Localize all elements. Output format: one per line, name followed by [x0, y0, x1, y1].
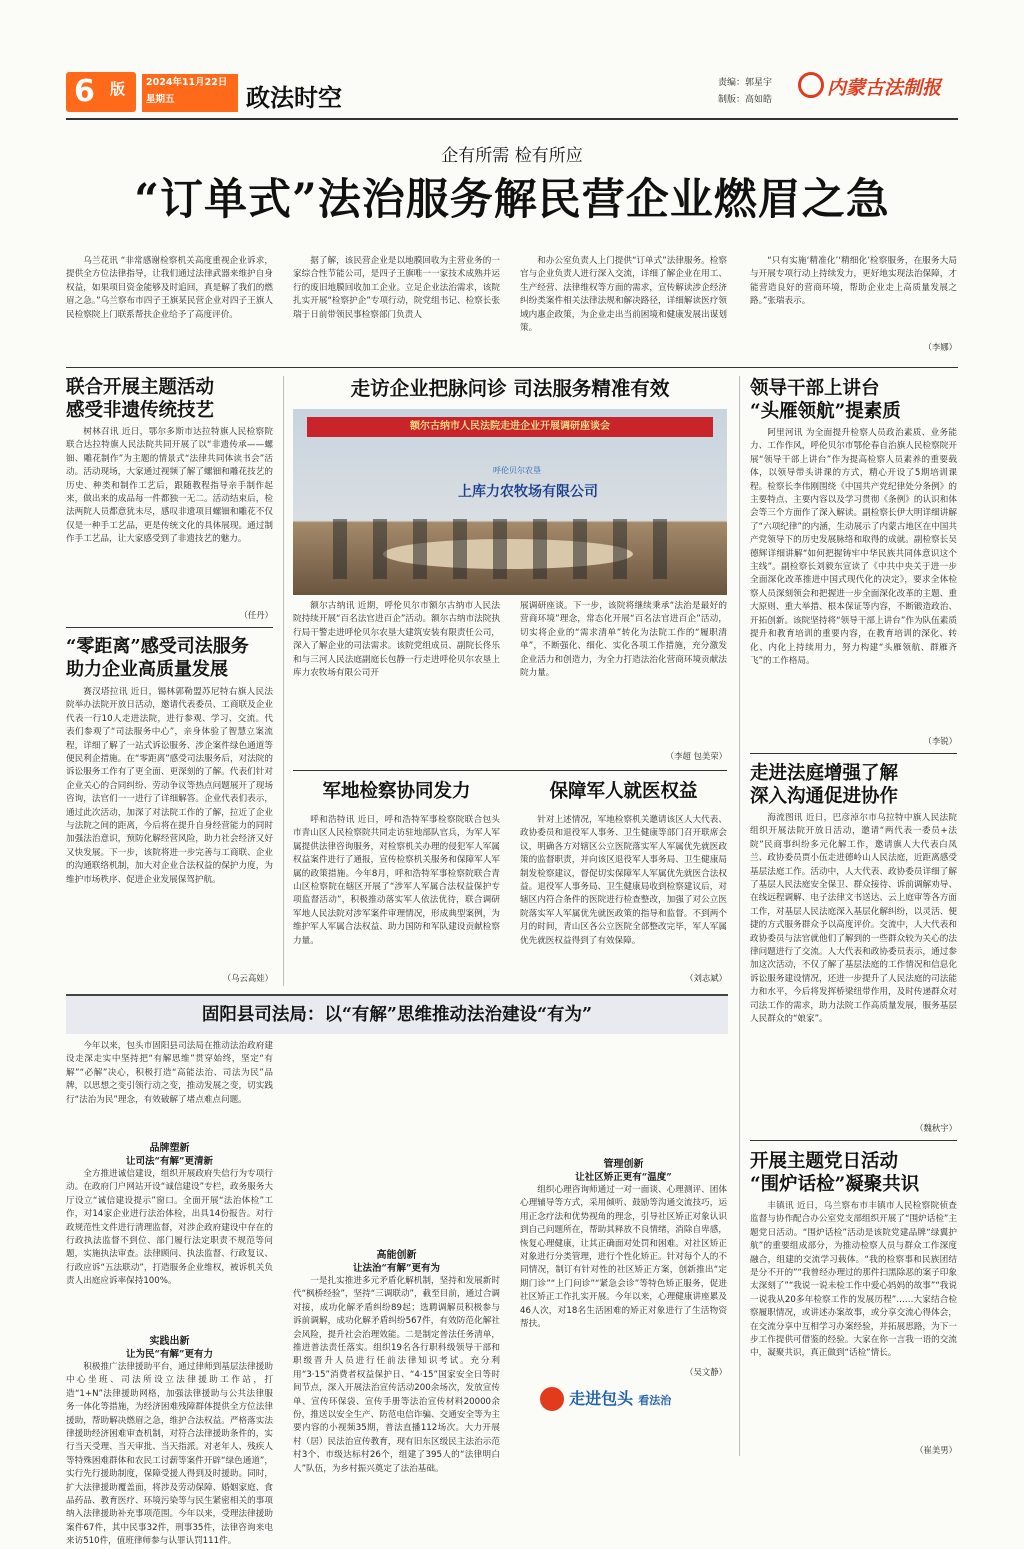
article-7-title-line-2: 深入沟通促进协作 — [750, 786, 899, 808]
article-6 — [750, 377, 957, 423]
article-6-body: 阿里河讯 为全面提升检察人员政治素质、业务能力、工作作风，呼伦贝尔市鄂伦春自治旗人民检察院开展“领导干部上讲台”作为提高检察人员素养的重要载体，以领导带头讲课的方式，精心开设了5期培训课程。检察长李伟刚围绕《中国共产党纪律处分条例》的主要特点、主要内容以及学习贯彻《条例》的认识和体会等三个方面作了深入解读。副检察长伊大明详细讲解了“六项纪律”的内涵，生动展示了内蒙古地区在中国共产党领导下的历史发展脉络和取得的成就。副检察长吴德辉详细讲解“如何把握铸牢中华民族共同体意识这个主线”。副检察长刘毅东宣读了《中共中央关于进一步全面深化改革推进中国式现代化的决定》，要求全体检察人员深刻领会和把握进一步全面深化改革的主题、重大原则、重大举措、根本保证等内容，不断锻造政治、开拓创新。该院坚持将“领导干部上讲台”作为队伍素质提升和教育培训的重要内容，在教育培训的深化、转化、内化上持续用力，努力构建“头雁领航、群雁齐飞”的工作格局。 — [750, 428, 957, 666]
masthead-mark-icon — [798, 72, 824, 98]
col-divider-right — [739, 376, 740, 1456]
article-1-body: 树林召讯 近日，鄂尔多斯市达拉特旗人民检察院联合达拉特旗人民法院共同开展了以“非遗传承——螺钿、雕花制作”为主题的情景式“法律共同体读书会”活动。活动现场，大家通过视频了解了螺钿和雕花技艺的历史、种类和制作工艺后，跟随教程指导亲手制作起来，做出来的成品每一件都独一无二。活动结束后，检法两院人员都意犹未尽，感叹非遗项目螺钿和雕花不仅仅是一种手工艺品，更是传统文化的具体展现。通过制作手工艺品，让大家感受到了非遗技艺的魅力。 — [66, 427, 273, 545]
article-9-title-line-2: “围炉话检”凝聚共识 — [750, 1174, 920, 1196]
article-2-title-line-1: “零距离”感受司法服务 — [66, 636, 249, 657]
photo-sign: 上库力农牧场有限公司 — [458, 484, 598, 500]
editor-credit: 责编：郭星宇 — [718, 78, 773, 88]
article-5-author: （刘志斌） — [685, 973, 727, 983]
article-8-author: （吴文静） — [685, 1367, 727, 1377]
article-8-sub-2b: 让为民“有解”更有力 — [126, 1349, 213, 1360]
article-1-title-line-1: 联合开展主题活动 — [66, 377, 215, 398]
article-6-author: （李锐） — [923, 736, 957, 746]
lead-rule — [66, 367, 958, 368]
article-3-col-2: 展调研座谈。下一步，该院将继续秉承“法治是最好的营商环境”理念，常态化开展“百名法官进百企”活动，切实将企业的“需求清单”转化为法院工作的“履职清单”，不断强化、细化、实化各项工作措施，充分激发企业活力和创造力，为全力打造法治化营商环境贡献法院力量。 — [520, 601, 727, 679]
article-7-body: 海流图讯 近日，巴彦淖尔市乌拉特中旗人民法院组织开展法院开放日活动，邀请“两代表一委员+法院”民商事纠纷多元化解工作，邀请旗人大代表白凤兰、政协委员贾小伍走进德岭山人民法庭，近距离感受基层法庭工作。活动中，人大代表、政协委员详细了解了基层人民法庭安全保卫、群众接待、诉前调解劝导、在线远程调解、电子法律文书送达、云上庭审等各方面工作，对基层人民法庭深入基层化解纠纷，以灵活、便捷的方式服务群众予以高度评价。交流中，人大代表和政协委员与法官就他们了解到的一些群众较为关心的法律问题进行了交流。人大代表和政协委员表示，通过参加这次活动，不仅了解了基层法庭的工作情况和信息化诉讼服务建设情况，还进一步提升了人民法庭的司法能力和水平，今后将发挥桥梁纽带作用，及时传递群众对司法工作的需求，助力法院工作高质量发展，服务基层人民群众的“娘家”。 — [750, 813, 957, 1025]
article-5-title: 保障军人就医权益 — [549, 781, 698, 802]
article-5-body: 针对上述情况，军地检察机关邀请该区人大代表、政协委员和退役军人事务、卫生健康等部门召开联席会议，明确各方对辖区公立医院落实军人军属优先就医政策的监督职责，并向该区退役军人事务局、卫生健康局制发检察建议，督促切实保障军人军属优先就医合法权益。退役军人事务局、卫生健康局收到检察建议后，对辖区内符合条件的医院进行检查整改，加强了对公立医院落实军人军属优先就医政策的指导和监督。不到两个月的时间，青山区各公立医院全部整改完毕，军人军属优先就医权益得到了有效保障。 — [520, 815, 727, 946]
article-2-author: （乌云高娃） — [222, 973, 273, 983]
article-7-rule — [750, 1140, 957, 1141]
article-1 — [66, 376, 273, 422]
lead-col-4: “只有实施‘精准化’‘精细化’检察服务，在服务大局与开展专项行动上持续发力，更好地实现法治保障，才能营造良好的营商环境，帮助企业走上高质量发展之路。”张瑞表示。 — [750, 256, 957, 307]
photo-people — [333, 519, 683, 579]
article-9-author: （崔美男） — [915, 1445, 957, 1455]
col-divider-left — [283, 376, 284, 986]
logo-main: 走进包头 — [569, 1389, 634, 1408]
article-2 — [66, 636, 273, 681]
designer-credit: 制版：高如皓 — [718, 95, 773, 105]
article-7-title-line-1: 走进法庭增强了解 — [750, 763, 899, 784]
article-8-p1: 全方推进诚信建设，组织开展政府失信行为专项行动。在政府门户网站开设“诚信建设”专栏，政务服务大厅设立“诚信建设提示”窗口。全面开展“法治体检”工作，对14家企业进行法治体检，出具14份报告。对行政规范性文件进行清理监督，对涉企政府建设中存在的行政执法监督不到位、部门履行法定职责不规范等问题，实施执法审查。法律顾问、执法监督、行政复议、行政应诉“五法联动”，打造服务企业维权，被诉机关负责人出庭应诉率保持100%。 — [66, 1169, 273, 1287]
photo-banner: 额尔古纳市人民法院走进企业开展调研座谈会 — [307, 417, 713, 437]
article-8-sub-4: 管理创新 — [603, 1159, 644, 1170]
page-number-block — [66, 72, 136, 112]
article-8-title-bar — [66, 994, 728, 1034]
lead-col-2: 据了解，该民营企业是以地膜回收为主营业务的一家综合性节能公司，是四子王旗唯一一家技术成熟并运行的废旧地膜回收加工企业。立足企业法治需求，该院扎实开展“检察护企”专项行动，院党组书记、检察长张瑞于日前带领民事检察部门负责人 — [293, 256, 500, 320]
masthead-logo — [798, 72, 948, 102]
article-9 — [750, 1150, 957, 1196]
page-label: 版 — [110, 80, 126, 98]
page-number: 6 — [74, 74, 95, 109]
article-8-p2-cont — [293, 1040, 500, 1240]
article-9-title-line-1: 开展主题党日活动 — [750, 1151, 899, 1172]
article-8-title: 固阳县司法局：以“有解”思维推动法治建设“有为” — [201, 1005, 593, 1025]
article-6-title-line-1: 领导干部上讲台 — [750, 378, 880, 399]
issue-date: 2024年11月22日 — [146, 77, 228, 88]
article-1-author: （任丹） — [239, 610, 273, 620]
article-1-rule — [66, 627, 273, 628]
header-rule — [66, 118, 958, 120]
article-8-p2: 积极推广法律援助平台，通过律师到基层法律援助中心坐班、司法所设立法律援助工作站，打造“1+N”法律援助网格，加强法律援助与公共法律服务一体化等措施，为经济困难残障群体提供全方位法律援助，帮助解决燃眉之急，维护合法权益。严格落实法律援助经济困难审查机制，对符合法律援助条件的，实行当天受理、当天审批、当天指派。对老年人、残疾人等特殊困难群体和农民工讨薪等案件开辟“绿色通道”，实行先行援助制度，保障受援人得到及时援助。同时，扩大法律援助覆盖面，将涉及劳动保障、婚姻家庭、食品药品、教育医疗、环境污染等与民生紧密相关的事项纳入法律援助补充事项范围。今年以来，受理法律援助案件67件，其中民事32件，刑事35件，法律咨询来电来访510件，值班律师参与认罪认罚111件。 — [66, 1362, 273, 1547]
article-6-rule — [750, 753, 957, 754]
article-8-sub-1: 品牌塑新 — [149, 1143, 190, 1154]
article-7 — [750, 762, 957, 808]
lead-col-1: 乌兰花讯 “非常感谢检察机关高度重视企业诉求，提供全方位法律指导，让我们通过法律武器来维护自身权益，如果项目资金能够及时追回，真是解了我们的燃眉之急。”乌兰察布市四子王旗某民营企业对四子王旗人民检察院上门联系帮扶企业给予了高度评价。 — [66, 256, 273, 320]
article-9-body: 丰镇讯 近日，乌兰察布市丰镇市人民检察院侦查监督与协作配合办公室党支部组织开展了“围炉话检”主题党日活动。“围炉话检”活动是该院党建品牌“绿翼护航”的重要组成部分，为推动检察人员与群众工作深度融合，组建的交流学习载体。“我的检察事和民族团结是分不开的”“我曾经办理过的那件扫黑除恶的案子印象太深刻了”“我说一说未检工作中爱心妈妈的故事”“我说一说我从20多年检察工作的发展历程”……大家结合检察履职情况，或讲述办案故事，或分享交流心得体会，在交流分享中互相学习办案经验，并拓展思路，为下一步工作提供可借鉴的经验。大家在你一言我一语的交流中，凝聚共识，真正做到“话检”情长。 — [750, 1201, 957, 1359]
article-8-p4: 组织心理咨询师通过一对一面谈、心理测评、团体心理辅导等方式，采用倾听、鼓励等沟通交流技巧，运用正念疗法和优势视角的理念，引导社区矫正对象认识到自己问题所在，帮助其释放不良情绪，消除自卑感，恢复心理健康，让其正确面对处罚和困难。对社区矫正对象进行分类管理，进行个性化矫正。针对每个人的不同情况，制订有针对性的社区矫正方案，创新推出“定期门诊”“上门问诊”“紧急会诊”等特色矫正服务，促进社区矫正工作扎实开展。今年以来，心理健康讲座累及46人次，对18名生活困难的矫正对象进行了生活物资帮扶。 — [520, 1185, 727, 1330]
article-7-author: （魏秋宇） — [915, 1123, 957, 1133]
logo-mark-icon — [540, 1387, 564, 1411]
section-title: 政法时空 — [246, 83, 342, 112]
date-block — [142, 74, 238, 112]
article-8-p3: 一是扎实推进多元矛盾化解机制，坚持和发展新时代“枫桥经验”，坚持“三调联动”，截至目前，通过合调对接，成功化解矛盾纠纷89起；选聘调解员积极参与诉前调解，成功化解矛盾纠纷567件，有效防范化解社会风险，提升社会治理效能。二是制定普法任务清单，推进普法责任落实。组织19名各行职科级领导干部和职级晋升人员进行任前法律知识考试。充分利用“3·15”消费者权益保护日、“4·15”国家安全日等时间节点，深入开展法治宣传活动200余场次，发放宣传单、宣传环保袋、宣传手册等法治宣传材料20000余份，推送以安全生产、防范电信诈骗、交通安全等为主要内容的小视频35期，普法直播112场次。大力开展村（居）民法治宣传教育，现有旧东区级民主法治示范村3个、市级达标村26个，组建了395人的“法律明白人”队伍，为乡村振兴奠定了法治基础。 — [293, 1276, 500, 1474]
issue-weekday: 星期五 — [146, 94, 175, 105]
article-2-title-line-2: 助力企业高质量发展 — [66, 658, 228, 680]
lead-headline: “订单式”法治服务解民营企业燃眉之急 — [134, 175, 890, 225]
masthead-title: 内蒙古法制报 — [827, 77, 942, 99]
photo-sign-small: 呼伦贝尔农垦 — [493, 466, 541, 475]
article-4-title: 军地检察协同发力 — [322, 781, 471, 802]
article-3-rule — [293, 770, 727, 771]
article-1-title-line-2: 感受非遗传统技艺 — [66, 400, 215, 422]
article-8-sub-3: 高能创新 — [376, 1250, 417, 1261]
lead-kicker: 企有所需 检有所应 — [441, 146, 583, 166]
article-3-col-1: 额尔古纳讯 近期，呼伦贝尔市额尔古纳市人民法院持续开展“百名法官进百企”活动。额尔古纳市法院执行局干警走进呼伦贝尔农垦大建筑安装有限责任公司，深入了解企业的司法需求。该院党组成员、副院长佟乐和与三河人民法庭副庭长包静一行走进呼伦贝尔农垦上库力农牧场有限公司开 — [293, 601, 500, 679]
article-6-title-line-2: “头雁领航”提素质 — [750, 401, 901, 423]
article-8-sub-3b: 让法治“有解”更有为 — [353, 1263, 440, 1274]
lead-col-3: 和办公室负责人上门提供“订单式”法律服务。检察官与企业负责人进行深入交流，详细了解企业在用工、生产经营、法律维权等方面的需求，宣传解读涉企经济纠纷类案件相关法律法规和解决路径，详细解读医疗领域内惠企政策，为企业走出当前困境和健康发展出谋划策。 — [520, 256, 727, 334]
article-3-photo — [293, 409, 727, 595]
article-3-author: （李超 包美荣） — [665, 751, 727, 761]
article-8-p3-cont — [520, 1040, 727, 1152]
zoujin-baotou-logo — [540, 1386, 710, 1416]
article-8-intro: 今年以来，包头市固阳县司法局在推动法治政府建设走深走实中坚持把“有解思维”贯穿始终，坚定“有解”“必解”决心，积极打造“高能法治、司法为民”品牌，以思想之变引领行动之变，推动发展之变，切实践行“法治为民”理念，有效破解了堵点难点问题。 — [66, 1041, 273, 1105]
lead-author: （李娜） — [923, 342, 957, 352]
article-2-body: 赛汉塔拉讯 近日，锡林郭勒盟苏尼特右旗人民法院举办法院开放日活动，邀请代表委员、工商联及企业代表一行10人走进法院，进行参观、学习、交流。代表们参观了“司法服务中心”，亲身体验了智慧立案流程，详细了解了一站式诉讼服务、涉企案件绿色通道等便民利企措施。在“零距离”感受司法服务后，对法院的诉讼服务工作有了更全面、更深刻的了解。代表们针对企业关心的合同纠纷、劳动争议等热点问题展开了现场咨询，法官们一一进行了详细解答。企业代表们表示，通过此次活动，加深了对法院工作的了解，拉近了企业与法院之间的距离，今后将在提升自身经营能力的同时加强法治意识，预防化解经营风险，助力社会经济又好又快发展。下一步，该院将进一步完善与工商联、企业的沟通联络机制，加大对企业合法权益的保护力度，为维护市场秩序、促进企业发展保驾护航。 — [66, 687, 273, 885]
logo-side: 看法治 — [638, 1394, 672, 1407]
article-8-sub-2: 实践出新 — [149, 1336, 190, 1347]
article-3-title: 走访企业把脉问诊 司法服务精准有效 — [350, 377, 670, 400]
article-8-sub-1b: 让司法“有解”更清新 — [126, 1156, 213, 1167]
article-4-body: 呼和浩特讯 近日，呼和浩特军事检察院联合包头市青山区人民检察院共同走访驻地部队官兵，为军人军属提供法律咨询服务，对检察机关办理的侵犯军人军属权益案件进行了通报，宣传检察机关服务和保障军人军属的政策措施。今年8月，呼和浩特军事检察院联合青山区检察院在辖区开展了“涉军人军属合法权益保护专项监督活动”，积极推动落实军人依法优待，联合调研军地人民法院对涉军案件审理情况，形成典型案例，为维护军人军属合法权益、助力国防和军队建设贡献检察力量。 — [293, 815, 500, 946]
article-8-sub-4b: 让社区矫正更有“温度” — [575, 1172, 672, 1183]
